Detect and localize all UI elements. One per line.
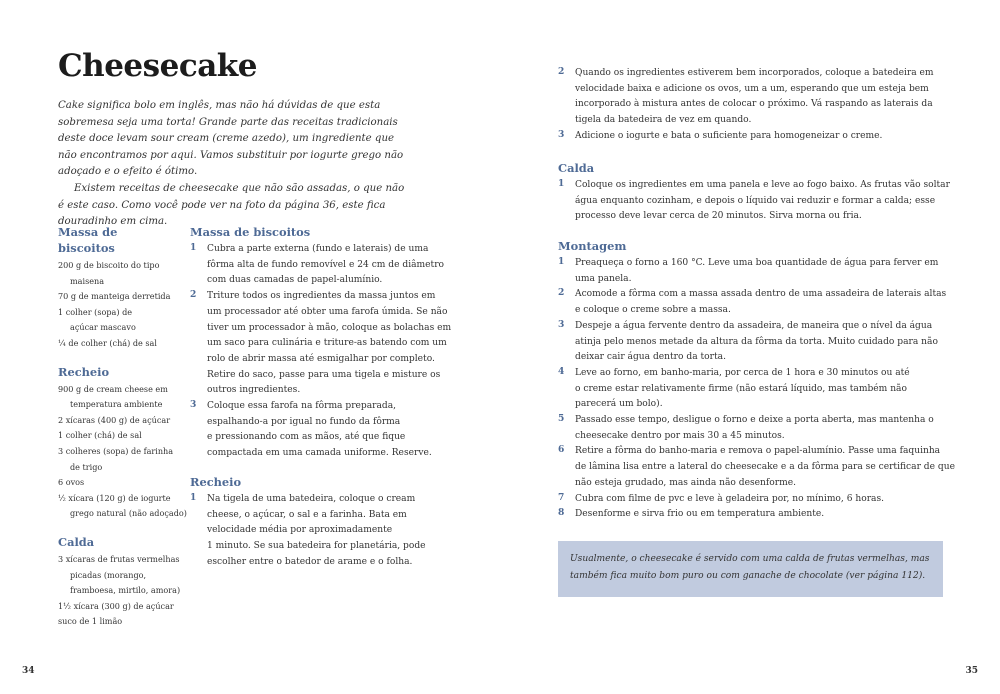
step-line: Cubra a parte externa (fundo e laterais) de uma bbox=[207, 244, 429, 254]
step-item bbox=[190, 399, 455, 462]
ingredient-line: picadas (morango, bbox=[70, 569, 147, 580]
step-line: Coloque os ingredientes em uma panela e leve ao fogo baixo. As frutas vão soltar bbox=[575, 180, 950, 190]
step-line: espalhando-a por igual no fundo da fôrma bbox=[207, 416, 401, 427]
ingredient-group-calda bbox=[58, 534, 181, 630]
step-item bbox=[190, 492, 455, 571]
step-line: Coloque essa farofa na fôrma preparada, bbox=[207, 401, 397, 412]
step-line: Cubra com filme de pvc e leve à geladeira por, no mínimo, 6 horas. bbox=[575, 493, 885, 504]
step-line: incorporado à mistura antes de colocar o próximo. Vá raspando as laterais da bbox=[575, 99, 933, 110]
page-number-right: 35 bbox=[965, 666, 978, 676]
steps-list bbox=[558, 178, 958, 225]
page-title: Cheesecake bbox=[58, 48, 257, 84]
step-number: 7 bbox=[558, 491, 565, 503]
method-recheio-continued bbox=[558, 66, 958, 145]
ingredient-line: maisena bbox=[70, 275, 105, 286]
serving-note-box bbox=[558, 541, 943, 597]
step-number: 8 bbox=[558, 507, 565, 519]
intro-line: por iogurte grego não adoçado e o efeito é ótimo. bbox=[58, 149, 404, 178]
step-line: tiver um processador à mão, coloque as bolachas em bbox=[207, 322, 452, 333]
step-number: 4 bbox=[558, 365, 565, 377]
ingredient-line: 1 colher (sopa) de bbox=[58, 306, 133, 317]
step-line: deixar cair água dentro da torta. bbox=[575, 352, 726, 363]
step-line: não esteja grudado, mas ainda não desenforme. bbox=[575, 477, 796, 488]
step-item bbox=[558, 366, 968, 413]
step-line: Na tigela de uma batedeira, coloque o cream bbox=[207, 494, 416, 504]
step-number: 1 bbox=[558, 256, 565, 267]
step-number: 5 bbox=[558, 413, 565, 425]
step-line: rolo de abrir massa até esmigalhar por completo. bbox=[207, 353, 435, 364]
ingredient-line: açúcar mascavo bbox=[70, 322, 136, 333]
intro-line: uma torta! Grande parte das receitas tradicionais deste doce levam sour cream bbox=[58, 116, 398, 145]
step-line: Desenforme e sirva frio ou em temperatura ambiente. bbox=[575, 509, 825, 520]
step-line: Preaqueça o forno a 160 °C. Leve uma boa quantidade de água para ferver em bbox=[575, 258, 939, 268]
ingredient-line: ¼ de colher (chá) de sal bbox=[58, 337, 157, 348]
ingredient-line: 900 g de cream cheese em bbox=[58, 383, 168, 394]
step-item bbox=[558, 492, 968, 508]
step-line: velocidade baixa e adicione os ovos, um a um, esperando que um esteja bem bbox=[575, 83, 929, 94]
ingredient-line: 2 xícaras (400 g) de açúcar bbox=[58, 414, 171, 425]
step-number: 1 bbox=[558, 178, 565, 189]
step-item bbox=[558, 319, 968, 366]
step-item bbox=[558, 66, 958, 129]
ingredient-line: 70 g de manteiga derretida bbox=[58, 291, 171, 302]
step-line: Despeje a água fervente dentro da assadeira, de maneira que o nível da água bbox=[575, 320, 933, 331]
step-line: Acomode a fôrma com a massa assada dentro de uma assadeira de laterais altas bbox=[575, 289, 947, 300]
method-recheio bbox=[190, 474, 455, 571]
intro-line: (creme azedo), um ingrediente que não encontramos por aqui. Vamos substituir bbox=[58, 133, 395, 161]
intro-line: Como você pode ver na foto da página 36, este fica douradinho em cima. bbox=[58, 199, 386, 228]
step-item bbox=[558, 129, 958, 145]
step-item bbox=[558, 444, 968, 491]
ingredient-heading: Calda bbox=[58, 534, 95, 549]
ingredient-line: temperatura ambiente bbox=[70, 399, 163, 410]
intro-paragraph bbox=[58, 98, 410, 181]
step-number: 6 bbox=[558, 444, 565, 456]
step-line: escolher entre o batedor de arame e o folha. bbox=[207, 556, 413, 567]
step-line: Passado esse tempo, desligue o forno e deixe a porta aberta, mas mantenha o bbox=[575, 415, 934, 426]
section-heading: Recheio bbox=[190, 475, 242, 489]
method-massa bbox=[190, 224, 455, 462]
method-calda bbox=[558, 160, 958, 225]
step-item bbox=[558, 178, 958, 225]
ingredient-line: suco de 1 limão bbox=[58, 616, 123, 627]
ingredient-line: ½ xícara (120 g) de iogurte bbox=[58, 492, 171, 503]
step-number: 2 bbox=[558, 66, 565, 77]
step-line: e pressionando com as mãos, até que fique bbox=[207, 432, 406, 443]
step-line: processo deve levar cerca de 20 minutos. Sirva morna ou fria. bbox=[575, 211, 862, 222]
ingredients-column bbox=[58, 224, 187, 642]
step-line: cheesecake dentro por mais 30 a 45 minutos. bbox=[575, 430, 785, 441]
step-item bbox=[558, 287, 968, 318]
step-line: tigela da batedeira de vez em quando. bbox=[575, 115, 752, 126]
step-line: atinja pelo menos metade da altura da fôrma da torta. Muito cuidado para não bbox=[575, 336, 938, 347]
step-line: outros ingredientes. bbox=[207, 385, 301, 396]
step-line: Triture todos os ingredientes da massa juntos em bbox=[207, 291, 436, 302]
step-line: um processador até obter uma farofa úmida. Se não bbox=[207, 306, 448, 317]
step-line: Adicione o iogurte e bata o suficiente para homogeneizar o creme. bbox=[575, 130, 883, 141]
ingredient-group-massa bbox=[58, 224, 178, 352]
step-line: o creme estar relativamente firme (não estará líquido, mas também não bbox=[575, 383, 907, 394]
step-item bbox=[558, 413, 968, 444]
step-line: água enquanto cozinham, e depois o líquido vai reduzir e formar a calda; esse bbox=[575, 195, 936, 206]
step-line: compactada em uma camada uniforme. Reserve. bbox=[207, 448, 432, 459]
step-number: 2 bbox=[190, 289, 197, 301]
ingredient-line: 1 colher (chá) de sal bbox=[58, 430, 142, 441]
ingredient-heading: Massa de biscoitos bbox=[58, 225, 118, 255]
ingredient-line: 200 g de biscoito do tipo bbox=[58, 260, 160, 270]
step-item bbox=[558, 256, 968, 287]
ingredient-line: framboesa, mirtilo, amora) bbox=[70, 585, 181, 596]
step-number: 2 bbox=[558, 287, 565, 299]
step-line: de lâmina lisa entre a lateral do cheesecake e a da fôrma para se certificar de que bbox=[575, 462, 955, 473]
step-line: Quando os ingredientes estiverem bem incorporados, coloque a batedeira em bbox=[575, 68, 934, 78]
step-line: um saco para culinária e triture-as batendo com um bbox=[207, 338, 447, 349]
steps-list bbox=[558, 256, 968, 523]
method-montagem bbox=[558, 238, 968, 523]
step-item bbox=[558, 507, 968, 523]
step-line: parecerá um bolo). bbox=[575, 399, 663, 410]
step-line: e coloque o creme sobre a massa. bbox=[575, 305, 731, 316]
note-line: também fica muito bom puro ou com ganache de chocolate (ver página 112). bbox=[570, 571, 926, 581]
steps-list bbox=[558, 66, 958, 145]
step-number: 3 bbox=[558, 128, 565, 140]
ingredient-group-recheio bbox=[58, 364, 187, 522]
step-line: cheese, o açúcar, o sal e a farinha. Bata em bbox=[207, 509, 407, 520]
ingredient-heading: Recheio bbox=[58, 364, 110, 379]
step-line: com duas camadas de papel-alumínio. bbox=[207, 275, 383, 286]
step-number: 1 bbox=[190, 492, 197, 503]
step-line: 1 minuto. Se sua batedeira for planetária, pode bbox=[207, 541, 426, 552]
ingredient-line: grego natural (não adoçado) bbox=[70, 508, 187, 519]
step-line: Retire do saco, passe para uma tigela e misture os bbox=[207, 369, 441, 380]
note-line: Usualmente, o cheesecake é servido com uma calda de frutas vermelhas, mas bbox=[570, 554, 930, 564]
section-heading: Montagem bbox=[558, 239, 627, 253]
page-number-left: 34 bbox=[22, 666, 35, 676]
step-number: 3 bbox=[190, 399, 197, 411]
intro-text bbox=[58, 98, 410, 231]
step-number: 1 bbox=[190, 242, 197, 253]
ingredient-line: 1½ xícara (300 g) de açúcar bbox=[58, 600, 174, 611]
steps-list bbox=[190, 492, 455, 571]
ingredient-line: 6 ovos bbox=[58, 477, 85, 488]
ingredient-line: de trigo bbox=[70, 461, 103, 472]
steps-list bbox=[190, 242, 455, 462]
intro-line: Cake significa bolo em inglês, mas não há dúvidas de que esta sobremesa seja bbox=[58, 100, 381, 128]
ingredient-line: 3 xícaras de frutas vermelhas bbox=[58, 553, 180, 564]
section-heading: Massa de biscoitos bbox=[190, 225, 311, 239]
step-line: velocidade média por aproximadamente bbox=[207, 525, 393, 536]
step-line: fôrma alta de fundo removível e 24 cm de diâmetro bbox=[207, 259, 445, 270]
section-heading: Calda bbox=[558, 161, 595, 175]
step-line: uma panela. bbox=[575, 273, 632, 284]
step-number: 3 bbox=[558, 318, 565, 330]
ingredient-line: 3 colheres (sopa) de farinha bbox=[58, 445, 174, 456]
intro-line: Existem receitas de cheesecake que não são assadas, o que não é este caso. bbox=[58, 182, 405, 211]
step-line: Leve ao forno, em banho-maria, por cerca de 1 hora e 30 minutos ou até bbox=[575, 367, 910, 378]
step-line: Retire a fôrma do banho-maria e remova o papel-alumínio. Passe uma faquinha bbox=[575, 446, 941, 457]
step-item bbox=[190, 242, 455, 289]
step-item bbox=[190, 289, 455, 399]
